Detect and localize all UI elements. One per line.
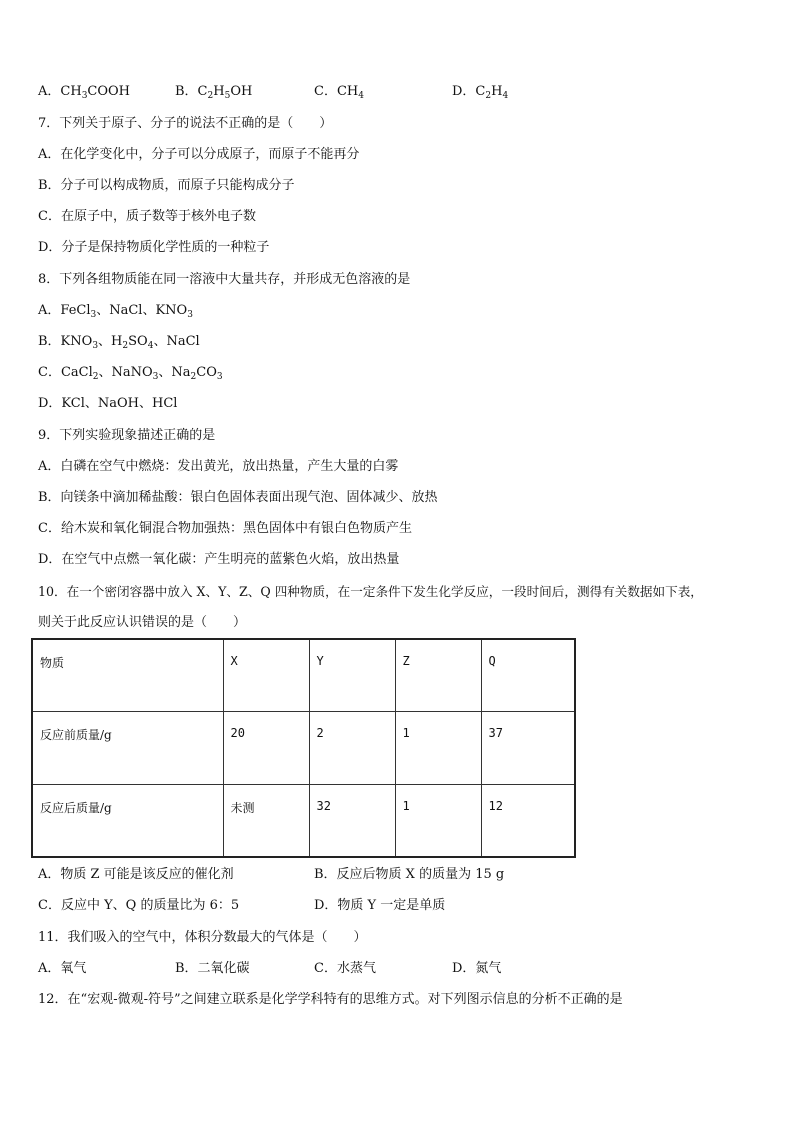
table-cell: 1 [395,784,481,857]
q9-option-a: A．白磷在空气中燃烧：发出黄光，放出热量，产生大量的白雾 [38,459,399,474]
q10-data-table [31,638,576,858]
q7-option-b: B．分子可以构成物质，而原子只能构成分子 [38,178,295,193]
q11-option-d: D．氮气 [452,961,502,976]
q11-option-c: C．水蒸气 [314,961,376,976]
q10-option-c: C．反应中 Y、Q 的质量比为 6：5 [38,898,240,913]
q9-option-c: C．给木炭和氧化铜混合物加强热：黑色固体中有银白色物质产生 [38,521,412,536]
table-cell: 12 [481,784,575,857]
table-header-cell: Q [481,639,575,712]
q9-option-d: D．在空气中点燃一氧化碳：产生明亮的蓝紫色火焰，放出热量 [38,552,400,567]
q7-option-d: D．分子是保持物质化学性质的一种粒子 [38,240,270,255]
q8-option-a: A．FeCl$_3$、NaCl、$KNO_3$ [38,303,193,320]
q11-stem: 11．我们吸入的空气中，体积分数最大的气体是（ ） [38,930,367,945]
q11-option-b: B．二氧化碳 [175,961,250,976]
q7-stem: 7．下列关于原子、分子的说法不正确的是（ ） [38,116,333,131]
table-header-row [32,639,575,712]
table-header-cell: X [223,639,309,712]
q9-stem: 9．下列实验现象描述正确的是 [38,428,216,443]
q6-option-a: A．$CH_3COOH$ [38,84,131,101]
q10-option-a: A．物质 Z 可能是该反应的催化剂 [38,867,234,882]
q6-option-b: B．$C_2H_5OH$ [175,84,253,101]
q10-stem-line1: 10．在一个密闭容器中放入 X、Y、Z、Q 四种物质，在一定条件下发生化学反应，一段时间后，测得有关数据如下表， [38,584,703,599]
table-cell: 32 [309,784,395,857]
q10-option-d: D．物质 Y 一定是单质 [314,898,446,913]
q9-option-b: B．向镁条中滴加稀盐酸：银白色固体表面出现气泡、固体减少、放热 [38,490,438,505]
table-cell: 反应前质量/g [32,712,223,784]
table-cell: 未测 [223,784,309,857]
q7-option-a: A．在化学变化中，分子可以分成原子，而原子不能再分 [38,147,360,162]
q10-option-b: B．反应后物质 X 的质量为 15 g [314,867,505,882]
q10-stem-line2: 则关于此反应认识错误的是（ ） [38,615,247,630]
table-header-cell: Y [309,639,395,712]
q8-option-b: B．$KNO_3$、$H_2SO_4$、NaCl [38,334,200,351]
table-header-cell: Z [395,639,481,712]
q6-option-c: C．$CH_4$ [314,84,364,101]
table-cell: 37 [481,712,575,784]
q8-option-c: C．CaCl$_2$、NaNO$_3$、$Na_2CO_3$ [38,365,223,382]
table-header-cell: 物质 [32,639,223,712]
table-row [32,784,575,857]
table-cell: 2 [309,712,395,784]
table-cell: 1 [395,712,481,784]
table-cell: 反应后质量/g [32,784,223,857]
q12-stem: 12．在“宏观-微观-符号”之间建立联系是化学学科特有的思维方式。对下列图示信息的分析不正确的是 [38,992,623,1007]
q11-option-a: A．氧气 [38,961,87,976]
q7-option-c: C．在原子中，质子数等于核外电子数 [38,209,256,224]
q8-option-d: D．KCl、NaOH、HCl [38,396,178,411]
q8-stem: 8．下列各组物质能在同一溶液中大量共存，并形成无色溶液的是 [38,272,411,287]
table-row [32,712,575,784]
table-cell: 20 [223,712,309,784]
q6-option-d: D．$C_2H_4$ [452,84,509,101]
